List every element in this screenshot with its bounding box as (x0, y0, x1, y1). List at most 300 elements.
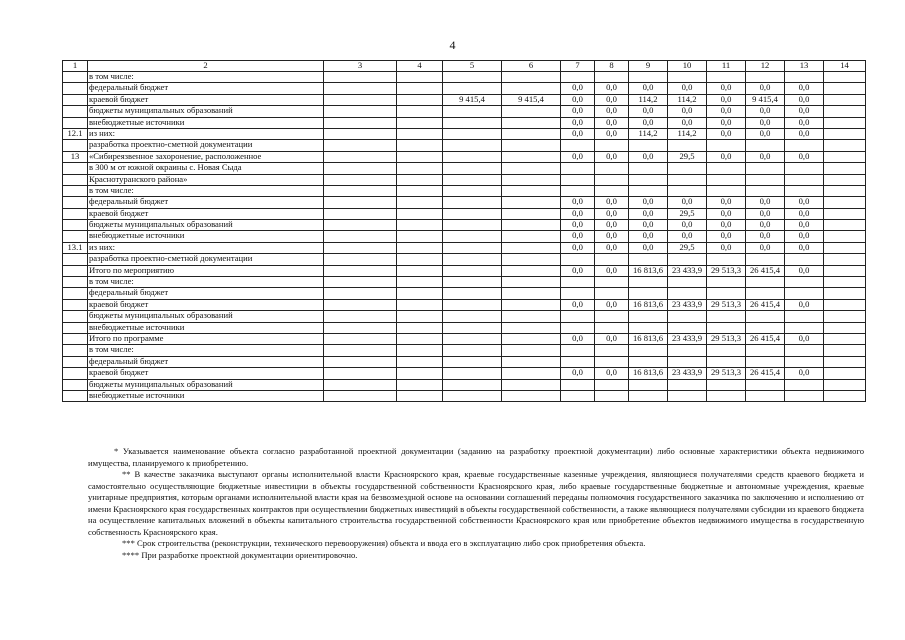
cell-col-9: 0,0 (629, 117, 668, 128)
cell-col-10 (668, 322, 707, 333)
cell-col-13 (785, 72, 824, 83)
row-name: федеральный бюджет (88, 83, 324, 94)
column-header-10: 10 (668, 61, 707, 72)
cell-col-11 (707, 311, 746, 322)
cell-col-9 (629, 322, 668, 333)
cell-col-3 (324, 140, 397, 151)
cell-col-6 (502, 220, 561, 231)
cell-col-10 (668, 345, 707, 356)
column-header-1: 1 (63, 61, 88, 72)
cell-col-3 (324, 83, 397, 94)
row-number (63, 220, 88, 231)
cell-col-14 (824, 311, 866, 322)
cell-col-4 (397, 208, 443, 219)
cell-col-5 (443, 174, 502, 185)
cell-col-3 (324, 174, 397, 185)
cell-col-10 (668, 277, 707, 288)
financing-table (62, 60, 866, 402)
row-name: краевой бюджет (88, 299, 324, 310)
cell-col-12: 9 415,4 (746, 94, 785, 105)
cell-col-3 (324, 333, 397, 344)
row-number (63, 265, 88, 276)
column-header-14: 14 (824, 61, 866, 72)
cell-col-13: 0,0 (785, 265, 824, 276)
cell-col-10: 0,0 (668, 83, 707, 94)
cell-col-11 (707, 390, 746, 401)
cell-col-14 (824, 128, 866, 139)
cell-col-8: 0,0 (595, 333, 629, 344)
cell-col-9 (629, 254, 668, 265)
cell-col-14 (824, 322, 866, 333)
cell-col-6 (502, 322, 561, 333)
cell-col-5 (443, 390, 502, 401)
cell-col-9: 16 813,6 (629, 333, 668, 344)
cell-col-6 (502, 311, 561, 322)
cell-col-6 (502, 333, 561, 344)
column-header-11: 11 (707, 61, 746, 72)
cell-col-9 (629, 277, 668, 288)
cell-col-13: 0,0 (785, 368, 824, 379)
row-number (63, 390, 88, 401)
cell-col-8: 0,0 (595, 83, 629, 94)
cell-col-11: 0,0 (707, 197, 746, 208)
row-number: 12.1 (63, 128, 88, 139)
cell-col-13: 0,0 (785, 106, 824, 117)
cell-col-5 (443, 197, 502, 208)
cell-col-14 (824, 117, 866, 128)
cell-col-9: 0,0 (629, 242, 668, 253)
cell-col-12 (746, 277, 785, 288)
cell-col-6 (502, 197, 561, 208)
row-number (63, 140, 88, 151)
cell-col-10: 0,0 (668, 197, 707, 208)
header-row (63, 61, 866, 72)
cell-col-7 (561, 185, 595, 196)
column-header-4: 4 (397, 61, 443, 72)
row-name: разработка проектно-сметной документации (88, 140, 324, 151)
table-row (63, 242, 866, 253)
cell-col-14 (824, 299, 866, 310)
cell-col-14 (824, 288, 866, 299)
cell-col-4 (397, 311, 443, 322)
cell-col-8 (595, 140, 629, 151)
table-body (63, 61, 866, 402)
cell-col-12 (746, 322, 785, 333)
cell-col-12 (746, 356, 785, 367)
cell-col-7 (561, 345, 595, 356)
cell-col-5 (443, 356, 502, 367)
row-name: из них: (88, 242, 324, 253)
cell-col-14 (824, 265, 866, 276)
cell-col-4 (397, 333, 443, 344)
row-name: из них: (88, 128, 324, 139)
cell-col-11: 0,0 (707, 128, 746, 139)
cell-col-6 (502, 174, 561, 185)
cell-col-5 (443, 163, 502, 174)
table-row (63, 333, 866, 344)
table-row (63, 106, 866, 117)
cell-col-14 (824, 356, 866, 367)
cell-col-11 (707, 185, 746, 196)
cell-col-12 (746, 72, 785, 83)
cell-col-4 (397, 277, 443, 288)
table-row (63, 368, 866, 379)
cell-col-12 (746, 163, 785, 174)
cell-col-6 (502, 254, 561, 265)
row-number (63, 299, 88, 310)
cell-col-4 (397, 128, 443, 139)
column-header-9: 9 (629, 61, 668, 72)
row-name: Итого по мероприятию (88, 265, 324, 276)
footnote-3: *** Срок строительства (реконструкции, технического перевооружения) объекта и ввода его в эксплуатацию либо срок приобретения объекта. (122, 538, 646, 548)
cell-col-9 (629, 174, 668, 185)
cell-col-5 (443, 140, 502, 151)
cell-col-14 (824, 390, 866, 401)
cell-col-9: 0,0 (629, 220, 668, 231)
cell-col-13 (785, 163, 824, 174)
cell-col-8 (595, 185, 629, 196)
cell-col-11: 0,0 (707, 83, 746, 94)
cell-col-11: 0,0 (707, 208, 746, 219)
cell-col-4 (397, 220, 443, 231)
cell-col-11 (707, 345, 746, 356)
cell-col-9 (629, 163, 668, 174)
row-name: бюджеты муниципальных образований (88, 106, 324, 117)
cell-col-6 (502, 288, 561, 299)
cell-col-10 (668, 254, 707, 265)
cell-col-3 (324, 299, 397, 310)
footnote-4: **** При разработке проектной документации ориентировочно. (122, 549, 358, 560)
cell-col-8: 0,0 (595, 265, 629, 276)
cell-col-11 (707, 288, 746, 299)
cell-col-4 (397, 254, 443, 265)
cell-col-11: 29 513,3 (707, 265, 746, 276)
cell-col-6 (502, 368, 561, 379)
cell-col-3 (324, 151, 397, 162)
cell-col-9: 16 813,6 (629, 368, 668, 379)
cell-col-8: 0,0 (595, 299, 629, 310)
row-name: в том числе: (88, 345, 324, 356)
cell-col-12 (746, 254, 785, 265)
cell-col-11: 0,0 (707, 242, 746, 253)
cell-col-5 (443, 288, 502, 299)
cell-col-8: 0,0 (595, 106, 629, 117)
row-name: бюджеты муниципальных образований (88, 220, 324, 231)
cell-col-6 (502, 242, 561, 253)
cell-col-3 (324, 254, 397, 265)
cell-col-7: 0,0 (561, 94, 595, 105)
cell-col-13: 0,0 (785, 242, 824, 253)
table-row (63, 117, 866, 128)
cell-col-9 (629, 140, 668, 151)
row-name: федеральный бюджет (88, 197, 324, 208)
cell-col-8 (595, 390, 629, 401)
row-number (63, 94, 88, 105)
cell-col-5 (443, 333, 502, 344)
table-row (63, 356, 866, 367)
cell-col-3 (324, 220, 397, 231)
cell-col-7: 0,0 (561, 106, 595, 117)
cell-col-13 (785, 174, 824, 185)
cell-col-12: 0,0 (746, 83, 785, 94)
cell-col-7 (561, 311, 595, 322)
cell-col-11 (707, 277, 746, 288)
table-row (63, 231, 866, 242)
row-number (63, 83, 88, 94)
cell-col-7 (561, 72, 595, 83)
cell-col-4 (397, 197, 443, 208)
cell-col-4 (397, 151, 443, 162)
row-name: «Сибиреязвенное захоронение, расположенное (88, 151, 324, 162)
cell-col-11: 29 513,3 (707, 299, 746, 310)
row-number (63, 163, 88, 174)
cell-col-4 (397, 379, 443, 390)
cell-col-6 (502, 390, 561, 401)
table-row (63, 72, 866, 83)
cell-col-5 (443, 277, 502, 288)
row-number (63, 231, 88, 242)
column-header-7: 7 (561, 61, 595, 72)
cell-col-11 (707, 140, 746, 151)
column-header-3: 3 (324, 61, 397, 72)
cell-col-8: 0,0 (595, 368, 629, 379)
row-number (63, 356, 88, 367)
cell-col-7: 0,0 (561, 151, 595, 162)
cell-col-10 (668, 379, 707, 390)
cell-col-8: 0,0 (595, 242, 629, 253)
cell-col-7 (561, 140, 595, 151)
cell-col-6 (502, 83, 561, 94)
cell-col-7 (561, 356, 595, 367)
cell-col-14 (824, 231, 866, 242)
cell-col-6 (502, 356, 561, 367)
table-row (63, 140, 866, 151)
cell-col-12: 26 415,4 (746, 333, 785, 344)
cell-col-13 (785, 140, 824, 151)
cell-col-14 (824, 368, 866, 379)
cell-col-4 (397, 72, 443, 83)
cell-col-12: 0,0 (746, 208, 785, 219)
cell-col-11 (707, 356, 746, 367)
cell-col-12 (746, 185, 785, 196)
cell-col-6 (502, 231, 561, 242)
cell-col-6 (502, 140, 561, 151)
cell-col-6 (502, 128, 561, 139)
cell-col-6 (502, 185, 561, 196)
row-number (63, 311, 88, 322)
table-row (63, 345, 866, 356)
cell-col-14 (824, 151, 866, 162)
cell-col-9: 0,0 (629, 208, 668, 219)
cell-col-4 (397, 231, 443, 242)
cell-col-10: 23 433,9 (668, 333, 707, 344)
cell-col-3 (324, 368, 397, 379)
table-row (63, 208, 866, 219)
cell-col-7: 0,0 (561, 117, 595, 128)
table-row (63, 151, 866, 162)
cell-col-4 (397, 390, 443, 401)
cell-col-10: 0,0 (668, 220, 707, 231)
cell-col-14 (824, 163, 866, 174)
row-name: внебюджетные источники (88, 117, 324, 128)
cell-col-13: 0,0 (785, 94, 824, 105)
row-number (63, 288, 88, 299)
cell-col-3 (324, 128, 397, 139)
cell-col-8: 0,0 (595, 231, 629, 242)
cell-col-4 (397, 242, 443, 253)
cell-col-5 (443, 128, 502, 139)
cell-col-6 (502, 379, 561, 390)
cell-col-8: 0,0 (595, 208, 629, 219)
row-number (63, 117, 88, 128)
cell-col-7: 0,0 (561, 242, 595, 253)
cell-col-7 (561, 174, 595, 185)
row-name: краевой бюджет (88, 208, 324, 219)
row-number (63, 197, 88, 208)
cell-col-6 (502, 277, 561, 288)
cell-col-11: 29 513,3 (707, 333, 746, 344)
table-row (63, 83, 866, 94)
cell-col-13 (785, 254, 824, 265)
cell-col-7 (561, 390, 595, 401)
cell-col-13 (785, 277, 824, 288)
cell-col-5 (443, 254, 502, 265)
cell-col-5 (443, 208, 502, 219)
cell-col-14 (824, 83, 866, 94)
column-header-8: 8 (595, 61, 629, 72)
cell-col-3 (324, 390, 397, 401)
column-header-12: 12 (746, 61, 785, 72)
cell-col-4 (397, 140, 443, 151)
cell-col-9: 16 813,6 (629, 299, 668, 310)
cell-col-10: 114,2 (668, 128, 707, 139)
cell-col-5 (443, 265, 502, 276)
cell-col-8 (595, 174, 629, 185)
cell-col-3 (324, 163, 397, 174)
cell-col-12 (746, 288, 785, 299)
cell-col-7: 0,0 (561, 265, 595, 276)
cell-col-4 (397, 299, 443, 310)
cell-col-9: 0,0 (629, 231, 668, 242)
cell-col-7: 0,0 (561, 368, 595, 379)
cell-col-5 (443, 151, 502, 162)
cell-col-12 (746, 311, 785, 322)
cell-col-8: 0,0 (595, 128, 629, 139)
cell-col-4 (397, 94, 443, 105)
cell-col-11: 0,0 (707, 94, 746, 105)
cell-col-4 (397, 106, 443, 117)
row-number (63, 333, 88, 344)
cell-col-3 (324, 265, 397, 276)
cell-col-6 (502, 151, 561, 162)
cell-col-11 (707, 379, 746, 390)
cell-col-12 (746, 345, 785, 356)
cell-col-13 (785, 345, 824, 356)
cell-col-6 (502, 208, 561, 219)
cell-col-9 (629, 185, 668, 196)
cell-col-8: 0,0 (595, 94, 629, 105)
cell-col-8 (595, 163, 629, 174)
cell-col-10 (668, 72, 707, 83)
cell-col-3 (324, 356, 397, 367)
cell-col-13: 0,0 (785, 128, 824, 139)
cell-col-4 (397, 288, 443, 299)
cell-col-14 (824, 106, 866, 117)
cell-col-5 (443, 311, 502, 322)
cell-col-14 (824, 140, 866, 151)
cell-col-9 (629, 311, 668, 322)
cell-col-8 (595, 379, 629, 390)
cell-col-3 (324, 322, 397, 333)
cell-col-5 (443, 185, 502, 196)
row-number: 13 (63, 151, 88, 162)
row-name: бюджеты муниципальных образований (88, 311, 324, 322)
cell-col-7 (561, 254, 595, 265)
cell-col-9: 114,2 (629, 128, 668, 139)
cell-col-7: 0,0 (561, 333, 595, 344)
cell-col-13: 0,0 (785, 220, 824, 231)
table-row (63, 265, 866, 276)
cell-col-10 (668, 185, 707, 196)
cell-col-12: 26 415,4 (746, 299, 785, 310)
cell-col-9: 0,0 (629, 106, 668, 117)
table-row (63, 220, 866, 231)
cell-col-12: 0,0 (746, 231, 785, 242)
cell-col-9: 0,0 (629, 83, 668, 94)
cell-col-10: 0,0 (668, 117, 707, 128)
cell-col-14 (824, 277, 866, 288)
cell-col-8 (595, 288, 629, 299)
cell-col-5 (443, 117, 502, 128)
cell-col-9: 114,2 (629, 94, 668, 105)
cell-col-9: 16 813,6 (629, 265, 668, 276)
cell-col-9 (629, 72, 668, 83)
row-number (63, 185, 88, 196)
cell-col-6 (502, 299, 561, 310)
footnotes (88, 446, 864, 561)
cell-col-10: 29,5 (668, 242, 707, 253)
cell-col-4 (397, 83, 443, 94)
row-name: внебюджетные источники (88, 231, 324, 242)
table-row (63, 299, 866, 310)
table-row (63, 163, 866, 174)
cell-col-8 (595, 356, 629, 367)
cell-col-11: 0,0 (707, 231, 746, 242)
cell-col-12 (746, 174, 785, 185)
row-name: в 300 м от южной окраины с. Новая Сыда (88, 163, 324, 174)
cell-col-4 (397, 356, 443, 367)
table-row (63, 322, 866, 333)
cell-col-4 (397, 185, 443, 196)
cell-col-14 (824, 174, 866, 185)
cell-col-10: 29,5 (668, 208, 707, 219)
row-name: внебюджетные источники (88, 390, 324, 401)
row-number (63, 106, 88, 117)
cell-col-7: 0,0 (561, 231, 595, 242)
cell-col-5 (443, 83, 502, 94)
table-row (63, 277, 866, 288)
cell-col-14 (824, 242, 866, 253)
table-row (63, 197, 866, 208)
cell-col-7 (561, 322, 595, 333)
column-header-13: 13 (785, 61, 824, 72)
row-name: краевой бюджет (88, 94, 324, 105)
cell-col-11 (707, 72, 746, 83)
cell-col-10 (668, 140, 707, 151)
cell-col-8 (595, 277, 629, 288)
cell-col-4 (397, 345, 443, 356)
cell-col-10 (668, 390, 707, 401)
